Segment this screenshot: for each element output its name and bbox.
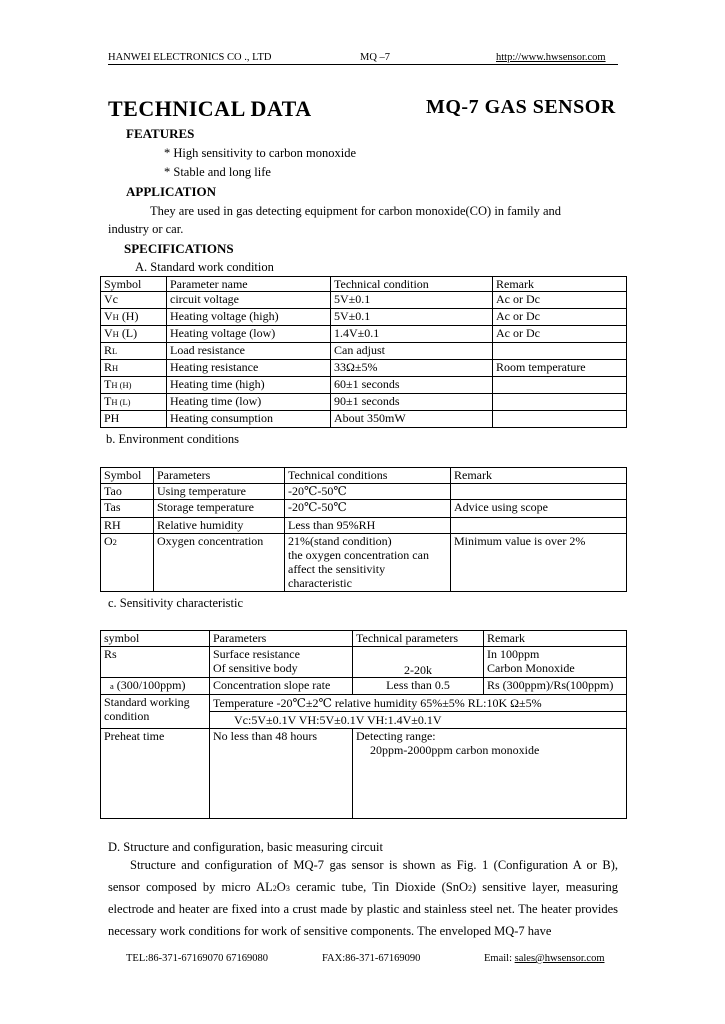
standard-condition-line2: Vc:5V±0.1V VH:5V±0.1V VH:1.4V±0.1V	[234, 713, 442, 727]
table-header-cell: Technical parameters	[353, 631, 484, 647]
parameter-cell: Storage temperature	[154, 500, 285, 518]
standard-condition-cell	[210, 695, 627, 729]
product-title: MQ-7 GAS SENSOR	[426, 96, 616, 118]
condition-cell: -20℃-50℃	[285, 484, 451, 500]
remark-cell: Ac or Dc	[493, 292, 627, 309]
table-c-title: c. Sensitivity characteristic	[108, 596, 244, 610]
table-header-row	[101, 631, 627, 647]
table-header-cell: Symbol	[101, 468, 154, 484]
condition-line: affect the sensitivity	[288, 562, 386, 576]
application-text-line1: They are used in gas detecting equipment for carbon monoxide(CO) in family and	[150, 204, 561, 218]
parameter-cell	[210, 647, 353, 678]
table-row	[101, 411, 627, 428]
table-row	[101, 360, 627, 377]
section-d-paragraph: Structure and configuration of MQ-7 gas sensor is shown as Fig. 1 (Configuration A or B), sensor composed by micro AL2O3 ceramic tube, Tin Dioxide (SnO2) sensitive layer, measuring electrode and heater are fixed into a crust made by plastic and stainless steel net. The heater provides necessary work conditions for work of sensitive components. The enveloped MQ-7 have	[108, 858, 618, 938]
parameter-cell: Heating time (low)	[167, 394, 331, 411]
remark-cell	[493, 377, 627, 394]
detecting-range-cell	[353, 729, 627, 819]
condition-cell: 5V±0.1	[331, 309, 493, 326]
table-row	[101, 518, 627, 534]
feature-item: * High sensitivity to carbon monoxide	[164, 146, 356, 160]
symbol-cell: O2	[101, 534, 154, 592]
standard-work-condition-table	[100, 276, 627, 428]
table-row	[101, 647, 627, 678]
technical-cell: 2-20k	[353, 647, 484, 678]
page-title: TECHNICAL DATA	[108, 96, 312, 121]
condition-line: the oxygen concentration can	[288, 548, 429, 562]
symbol-cell: TH (L)	[101, 394, 167, 411]
table-row	[101, 678, 627, 695]
header-company: HANWEI ELECTRONICS CO ., LTD	[108, 52, 272, 63]
remark-cell: Room temperature	[493, 360, 627, 377]
feature-item: * Stable and long life	[164, 165, 271, 179]
remark-cell	[493, 394, 627, 411]
parameter-cell: Heating voltage (low)	[167, 326, 331, 343]
symbol-cell: a (300/100ppm)	[101, 678, 210, 695]
parameter-cell: Heating voltage (high)	[167, 309, 331, 326]
features-heading: FEATURES	[126, 126, 195, 141]
parameter-line: Surface resistance	[213, 647, 300, 661]
table-header-cell: Parameters	[210, 631, 353, 647]
symbol-cell: TH (H)	[101, 377, 167, 394]
symbol-cell: VH (L)	[101, 326, 167, 343]
footer-email-link[interactable]: sales@hwsensor.com	[514, 953, 605, 964]
footer-tel: TEL:86-371-67169070 67169080	[126, 953, 269, 964]
parameter-cell: Load resistance	[167, 343, 331, 360]
remark-cell	[451, 484, 627, 500]
symbol-line: condition	[104, 709, 150, 723]
condition-line: characteristic	[288, 576, 352, 590]
symbol-cell	[101, 695, 210, 729]
parameter-cell: Relative humidity	[154, 518, 285, 534]
symbol-cell: Tao	[101, 484, 154, 500]
section-d-title: D. Structure and configuration, basic measuring circuit	[108, 840, 383, 854]
parameter-cell: Oxygen concentration	[154, 534, 285, 592]
table-row	[101, 484, 627, 500]
condition-cell: 1.4V±0.1	[331, 326, 493, 343]
table-row	[101, 377, 627, 394]
table-header-cell: Remark	[484, 631, 627, 647]
parameter-line: Of sensitive body	[213, 661, 298, 675]
remark-cell: Rs (300ppm)/Rs(100ppm)	[484, 678, 627, 695]
table-b-title: b. Environment conditions	[106, 432, 239, 446]
table-header-cell: Symbol	[101, 277, 167, 292]
parameter-cell: Using temperature	[154, 484, 285, 500]
condition-cell: Less than 95%RH	[285, 518, 451, 534]
footer-fax: FAX:86-371-67169090	[322, 953, 421, 964]
table-row	[101, 292, 627, 309]
parameter-cell: Heating time (high)	[167, 377, 331, 394]
remark-cell: Ac or Dc	[493, 326, 627, 343]
symbol-cell: Vc	[101, 292, 167, 309]
table-header-cell: symbol	[101, 631, 210, 647]
remark-cell	[493, 343, 627, 360]
condition-cell: About 350mW	[331, 411, 493, 428]
table-row	[101, 695, 627, 729]
table-a-title: A. Standard work condition	[135, 260, 274, 274]
condition-cell: 5V±0.1	[331, 292, 493, 309]
table-header-cell: Remark	[493, 277, 627, 292]
condition-cell: Can adjust	[331, 343, 493, 360]
table-header-row	[101, 277, 627, 292]
table-row	[101, 729, 627, 819]
specifications-heading: SPECIFICATIONS	[124, 241, 234, 256]
remark-cell	[493, 411, 627, 428]
table-header-cell: Parameter name	[167, 277, 331, 292]
table-row	[101, 534, 627, 592]
sensitivity-characteristic-table	[100, 630, 627, 819]
symbol-line: Standard working	[104, 695, 190, 709]
parameter-cell: Heating consumption	[167, 411, 331, 428]
application-heading: APPLICATION	[126, 184, 217, 199]
condition-cell	[285, 534, 451, 592]
condition-cell: -20℃-50℃	[285, 500, 451, 518]
symbol-cell: Preheat time	[101, 729, 210, 819]
symbol-cell: VH (H)	[101, 309, 167, 326]
parameter-cell: No less than 48 hours	[210, 729, 353, 819]
detecting-range-value: 20ppm-2000ppm carbon monoxide	[370, 743, 540, 757]
parameter-cell: circuit voltage	[167, 292, 331, 309]
standard-condition-line1: Temperature -20℃±2℃ relative humidity 65%±5% RL:10K Ω±5%	[210, 695, 626, 712]
header-url-link[interactable]: http://www.hwsensor.com	[496, 52, 606, 63]
symbol-cell: RH	[101, 360, 167, 377]
remark-cell: Advice using scope	[451, 500, 627, 518]
detecting-range-label: Detecting range:	[356, 729, 436, 743]
remark-line: In 100ppm	[487, 647, 540, 661]
environment-conditions-table	[100, 467, 627, 592]
parameter-cell: Concentration slope rate	[210, 678, 353, 695]
condition-line: 21%(stand condition)	[288, 534, 392, 548]
remark-cell: Ac or Dc	[493, 309, 627, 326]
table-row	[101, 343, 627, 360]
condition-cell: 33Ω±5%	[331, 360, 493, 377]
table-header-cell: Remark	[451, 468, 627, 484]
parameter-cell: Heating resistance	[167, 360, 331, 377]
table-header-cell: Technical condition	[331, 277, 493, 292]
header-divider	[108, 64, 618, 65]
table-header-row	[101, 468, 627, 484]
symbol-cell: RH	[101, 518, 154, 534]
table-row	[101, 326, 627, 343]
application-text-line2: industry or car.	[108, 222, 184, 236]
symbol-cell: PH	[101, 411, 167, 428]
table-header-cell: Parameters	[154, 468, 285, 484]
condition-cell: 60±1 seconds	[331, 377, 493, 394]
remark-line: Carbon Monoxide	[487, 661, 575, 675]
remark-cell	[451, 518, 627, 534]
footer-email: Email: sales@hwsensor.com	[484, 953, 605, 964]
symbol-cell: Rs	[101, 647, 210, 678]
header-model: MQ –7	[360, 52, 391, 63]
table-row	[101, 309, 627, 326]
table-row	[101, 500, 627, 518]
remark-cell: Minimum value is over 2%	[451, 534, 627, 592]
condition-cell: 90±1 seconds	[331, 394, 493, 411]
symbol-cell: Tas	[101, 500, 154, 518]
table-header-cell: Technical conditions	[285, 468, 451, 484]
technical-cell: Less than 0.5	[353, 678, 484, 695]
remark-cell	[484, 647, 627, 678]
table-row	[101, 394, 627, 411]
symbol-cell: RL	[101, 343, 167, 360]
